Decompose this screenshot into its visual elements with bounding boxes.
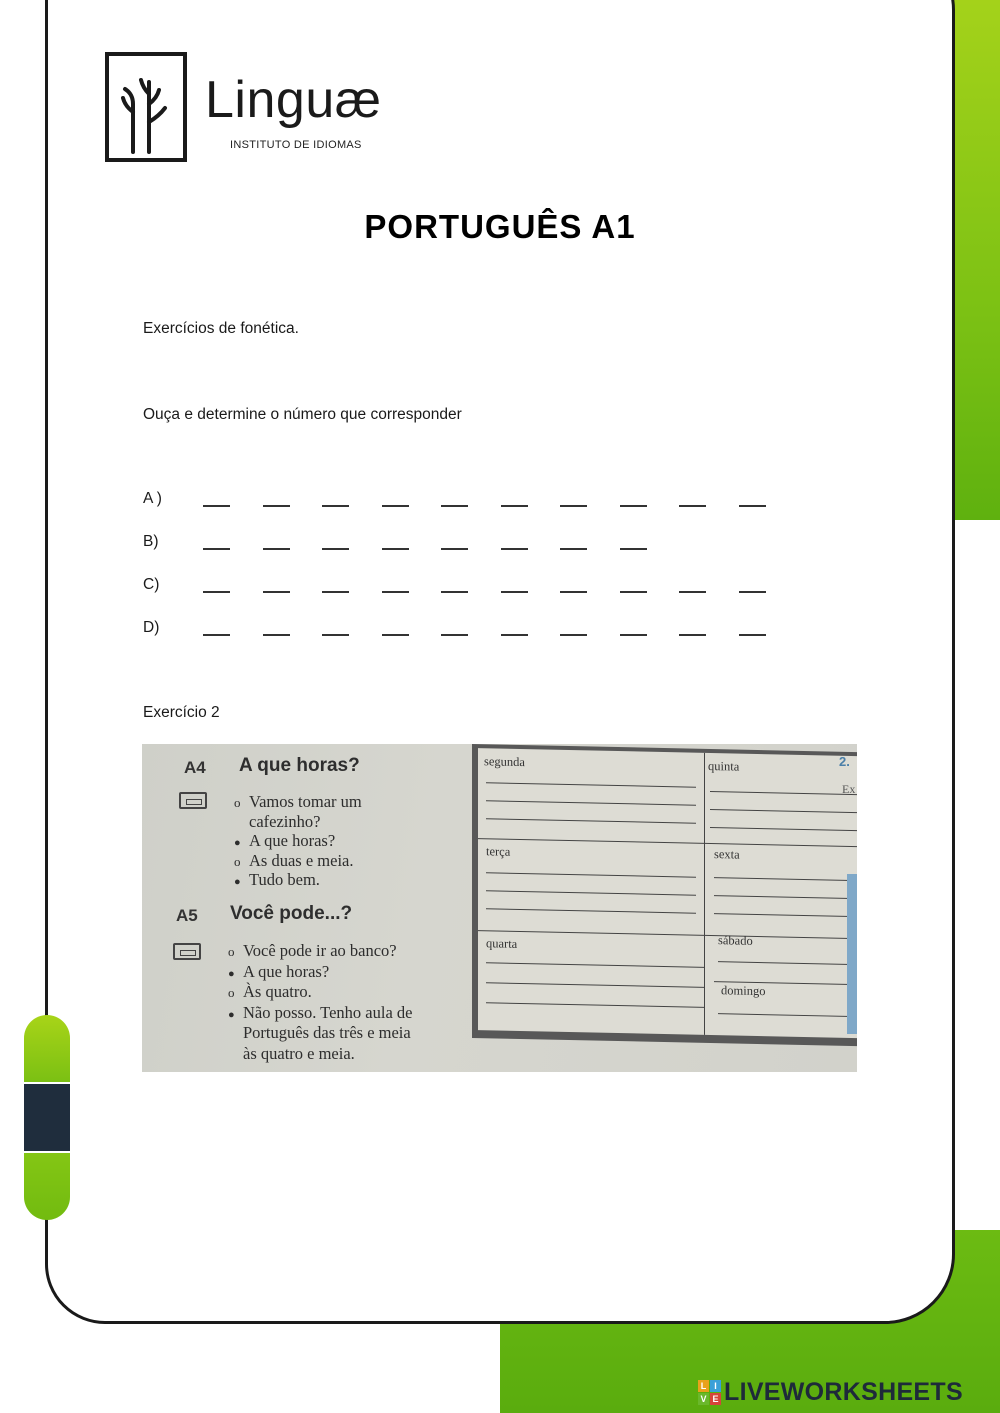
calendar-day-label: segunda: [484, 754, 525, 770]
answer-blank[interactable]: [560, 505, 587, 507]
exercise1-prompt: Ouça e determine o número que corresponder: [143, 406, 462, 423]
answer-blank[interactable]: [203, 634, 230, 636]
answer-blank[interactable]: [620, 548, 647, 550]
answer-blank[interactable]: [441, 548, 468, 550]
answer-row-label: B): [143, 533, 159, 550]
cassette-icon: [173, 943, 201, 960]
logo-tree-icon: [105, 52, 187, 162]
page-card: [45, 0, 955, 1324]
answer-blank[interactable]: [560, 634, 587, 636]
answer-blank[interactable]: [441, 505, 468, 507]
answer-blank[interactable]: [203, 505, 230, 507]
answer-blank[interactable]: [322, 591, 349, 593]
cassette-icon: [179, 792, 207, 809]
answer-blank[interactable]: [382, 505, 409, 507]
section-code: A4: [184, 758, 206, 777]
answer-row-label: D): [143, 619, 160, 636]
answer-blank[interactable]: [382, 591, 409, 593]
answer-blank[interactable]: [263, 505, 290, 507]
answer-row-label: C): [143, 576, 160, 593]
calendar-day-label: quinta: [708, 758, 740, 774]
answer-blank[interactable]: [501, 505, 528, 507]
intro-text: Exercícios de fonética.: [143, 320, 299, 337]
exercise2-textbook-photo: [142, 744, 857, 1072]
answer-blank[interactable]: [441, 591, 468, 593]
answer-blank[interactable]: [382, 548, 409, 550]
dialogue-line: às quatro e meia.: [243, 1043, 355, 1063]
answer-blank[interactable]: [501, 548, 528, 550]
page-title: PORTUGUÊS A1: [364, 208, 636, 245]
answer-blank[interactable]: [739, 634, 766, 636]
dialogue-line: ● Não posso. Tenho aula de: [228, 1003, 412, 1023]
liveworksheets-badge-icon: L I V E: [698, 1380, 722, 1406]
calendar-day-label: quarta: [486, 936, 518, 951]
answer-blank[interactable]: [560, 591, 587, 593]
dialogue-line: ● Tudo bem.: [234, 870, 320, 890]
calendar-day-label: sábado: [718, 933, 753, 948]
answer-blank[interactable]: [560, 548, 587, 550]
answer-row: [143, 619, 793, 641]
answer-blank[interactable]: [739, 591, 766, 593]
section-code: A5: [176, 906, 198, 925]
answer-row: [143, 490, 793, 512]
answer-blank[interactable]: [739, 505, 766, 507]
exercise2-label: Exercício 2: [143, 704, 220, 721]
calendar-day-label: domingo: [721, 983, 766, 999]
dialogue-line: o As duas e meia.: [234, 851, 353, 871]
answer-blank[interactable]: [322, 505, 349, 507]
answer-blank[interactable]: [620, 505, 647, 507]
calendar-day-label: terça: [486, 844, 511, 859]
answer-blank[interactable]: [322, 548, 349, 550]
dialogue-line: o Às quatro.: [228, 982, 312, 1002]
section-heading: A que horas?: [239, 755, 360, 776]
dialogue-line: cafezinho?: [249, 811, 321, 831]
answer-row-label: A ): [143, 490, 162, 507]
edge-text: Ex: [842, 782, 856, 796]
answer-blank[interactable]: [382, 634, 409, 636]
dialogue-line: Português das três e meia: [243, 1023, 411, 1042]
answer-blank[interactable]: [501, 634, 528, 636]
answer-blank[interactable]: [501, 591, 528, 593]
logo-name: Linguæ: [205, 71, 382, 129]
edge-number: 2.: [839, 754, 850, 769]
liveworksheets-wordmark: LIVEWORKSHEETS: [724, 1378, 963, 1406]
weekly-calendar: [472, 744, 857, 1047]
answer-blank[interactable]: [620, 591, 647, 593]
dialogue-line: ● A que horas?: [234, 831, 335, 851]
answer-blank[interactable]: [620, 634, 647, 636]
answer-blank[interactable]: [679, 505, 706, 507]
answer-blank[interactable]: [679, 591, 706, 593]
dialogue-line: o Você pode ir ao banco?: [228, 941, 397, 961]
answer-blank[interactable]: [263, 591, 290, 593]
answer-blank[interactable]: [263, 548, 290, 550]
dialogue-line: ● A que horas?: [228, 962, 329, 982]
logo: [105, 52, 405, 164]
edge-strip: [847, 874, 857, 1034]
answer-blank[interactable]: [322, 634, 349, 636]
answer-blank[interactable]: [441, 634, 468, 636]
answer-row: [143, 576, 793, 598]
side-decoration-pill: [24, 1015, 70, 1220]
answer-row: [143, 533, 793, 555]
answer-blank[interactable]: [679, 634, 706, 636]
answer-blank[interactable]: [203, 548, 230, 550]
answer-blank[interactable]: [203, 591, 230, 593]
section-heading: Você pode...?: [230, 903, 353, 924]
calendar-day-label: sexta: [714, 847, 740, 862]
logo-subtitle: INSTITUTO DE IDIOMAS: [230, 139, 362, 151]
dialogue-line: o Vamos tomar um: [234, 792, 362, 812]
answer-blank[interactable]: [263, 634, 290, 636]
